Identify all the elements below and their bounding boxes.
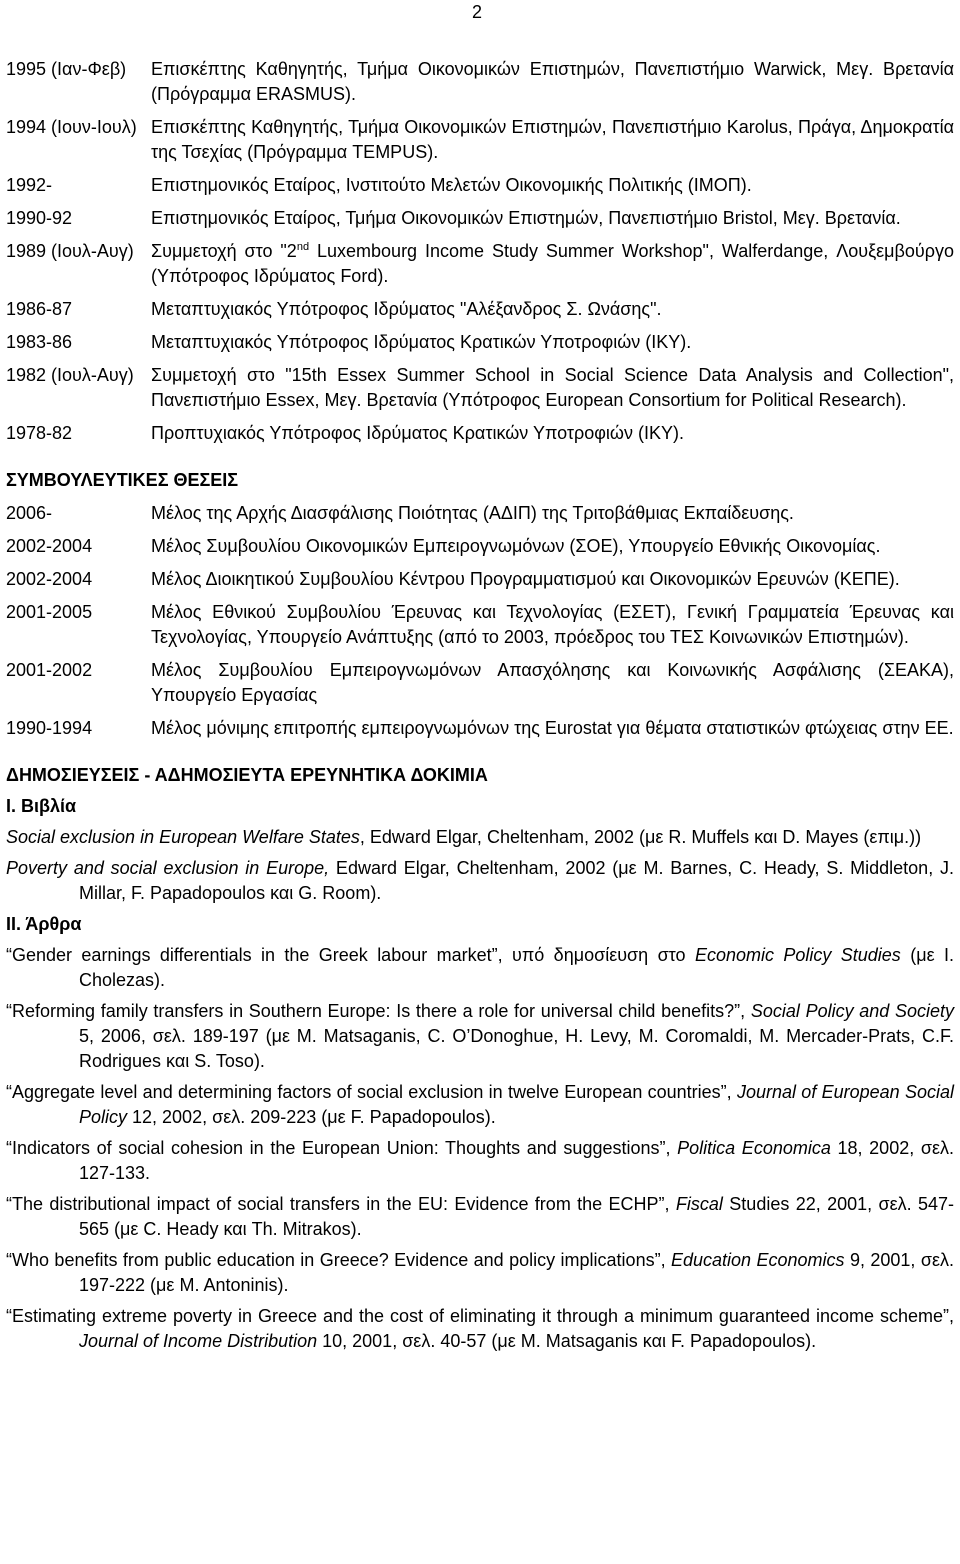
journal-name: Fiscal: [675, 1194, 723, 1214]
entry-years: 1982 (Ιουλ-Αυγ): [6, 365, 134, 385]
entry-years: 1989 (Ιουλ-Αυγ): [6, 241, 134, 261]
cv-entry: [6, 363, 954, 413]
entry-text: Επισκέπτης Καθηγητής, Τμήμα Οικονομικών Επιστημών, Πανεπιστήμιο Karolus, Πράγα, Δημοκρατία της Τσεχίας (Πρόγραμμα TEMPUS).: [151, 117, 954, 162]
cv-entry: [6, 115, 954, 165]
book-details: Edward Elgar, Cheltenham, 2002 (με M. Barnes, C. Heady, S. Middleton, J. Millar, F. Papadopoulos και G. Room).: [79, 858, 954, 903]
page-number: 2: [472, 2, 483, 22]
article-details: 10, 2001, σελ. 40-57 (με M. Matsaganis και F. Papadopoulos).: [317, 1331, 817, 1351]
article-entry: [6, 943, 954, 993]
cv-page-content: [6, 57, 954, 1360]
subheading-articles: ΙΙ. Άρθρα: [6, 914, 82, 934]
cv-entry: [6, 206, 954, 231]
advisory-entry: [6, 501, 954, 526]
journal-name: Politica Economica: [677, 1138, 831, 1158]
entry-text: Μέλος της Αρχής Διασφάλισης Ποιότητας (ΑΔΙΠ) της Τριτοβάθμιας Εκπαίδευσης.: [151, 503, 794, 523]
journal-name: Social Policy and Society: [750, 1001, 954, 1021]
subheading-books: Ι. Βιβλία: [6, 796, 77, 816]
advisory-entry: [6, 716, 954, 741]
entry-years: 2006-: [6, 503, 53, 523]
cv-entry: [6, 57, 954, 107]
article-title: “The distributional impact of social transfers in the EU: Evidence from the ECHP”,: [6, 1194, 676, 1214]
entry-years: 2002-2004: [6, 536, 93, 556]
entry-text: Μέλος Διοικητικού Συμβουλίου Κέντρου Προγραμματισμού και Οικονομικών Ερευνών (ΚΕΠΕ).: [151, 569, 900, 589]
journal-name: Economic Policy Studies: [694, 945, 901, 965]
article-details: 12, 2002, σελ. 209-223 (με F. Papadopoulos).: [127, 1107, 496, 1127]
cv-entry: [6, 239, 954, 289]
cv-entry: [6, 297, 954, 322]
article-details: 18, 2002, σελ. 127-133.: [79, 1138, 954, 1183]
entry-years: 1995 (Ιαν-Φεβ): [6, 59, 127, 79]
entry-text: Μέλος Συμβουλίου Εμπειρογνωμόνων Απασχόλησης και Κοινωνικής Ασφάλισης (ΣΕΑΚΑ), Υπουργείο Εργασίας: [151, 660, 954, 705]
entry-text-suffix: Luxembourg Income Study Summer Workshop", Walferdange, Λουξεμβούργο (Υπότροφος Ιδρύματος Ford).: [151, 241, 954, 286]
journal-name: Journal of European Social Policy: [79, 1082, 954, 1127]
cv-entry: [6, 421, 954, 446]
entry-text: Επιστημονικός Εταίρος, Ινστιτούτο Μελετών Οικονομικής Πολιτικής (ΙΜΟΠ).: [151, 175, 752, 195]
cv-entry: [6, 173, 954, 198]
entry-years: 2001-2005: [6, 602, 93, 622]
entry-text: Προπτυχιακός Υπότροφος Ιδρύματος Κρατικών Υποτροφιών (ΙΚΥ).: [151, 423, 684, 443]
advisory-entry: [6, 567, 954, 592]
advisory-entry: [6, 658, 954, 708]
article-entry: [6, 999, 954, 1074]
cv-entry: [6, 330, 954, 355]
book-title: Poverty and social exclusion in Europe,: [6, 858, 330, 878]
entry-text: Επισκέπτης Καθηγητής, Τμήμα Οικονομικών Επιστημών, Πανεπιστήμιο Warwick, Μεγ. Βρετανία (Πρόγραμμα ERASMUS).: [151, 59, 954, 104]
book-details: , Edward Elgar, Cheltenham, 2002 (με R. Muffels και D. Mayes (επιμ.)): [359, 827, 922, 847]
article-title: “Who benefits from public education in Greece? Evidence and policy implications”,: [6, 1250, 671, 1270]
article-details: 9, 2001, σελ. 197-222 (με M. Antoninis).: [79, 1250, 954, 1295]
entry-years: 2001-2002: [6, 660, 93, 680]
article-details: (με I. Cholezas).: [79, 945, 954, 990]
journal-name: Education Economics: [671, 1250, 845, 1270]
article-entry: [6, 1080, 954, 1130]
book-entry: [6, 825, 954, 850]
article-title: “Reforming family transfers in Southern Europe: Is there a role for universal child benefits?”,: [6, 1001, 751, 1021]
section-heading-advisory: ΣΥΜΒΟΥΛΕΥΤΙΚΕΣ ΘΕΣΕΙΣ: [6, 470, 239, 490]
article-title: “Aggregate level and determining factors of social exclusion in twelve European countries”,: [6, 1082, 737, 1102]
article-title: “Estimating extreme poverty in Greece and the cost of eliminating it through a minimum guaranteed income scheme”,: [6, 1306, 954, 1326]
article-entry: [6, 1304, 954, 1354]
entry-years: 1986-87: [6, 299, 73, 319]
superscript-ordinal: nd: [296, 241, 310, 253]
entry-years: 1994 (Ιουν-Ιουλ): [6, 117, 137, 137]
entry-years: 1983-86: [6, 332, 73, 352]
entry-years: 2002-2004: [6, 569, 93, 589]
entry-text: Μέλος Συμβουλίου Οικονομικών Εμπειρογνωμόνων (ΣΟΕ), Υπουργείο Εθνικής Οικονομίας.: [151, 536, 881, 556]
entry-text: Επιστημονικός Εταίρος, Τμήμα Οικονομικών Επιστημών, Πανεπιστήμιο Bristol, Μεγ. Βρετανία.: [151, 208, 901, 228]
entry-text-prefix: Συμμετοχή στο "2: [151, 241, 297, 261]
entry-text: Μέλος μόνιμης επιτροπής εμπειρογνωμόνων της Eurostat για θέματα στατιστικών φτώχειας στην ΕΕ.: [151, 718, 954, 738]
article-entry: [6, 1136, 954, 1186]
entry-text: Συμμετοχή στο "15th Essex Summer School in Social Science Data Analysis and Collection", Πανεπιστήμιο Essex, Μεγ. Βρετανία (Υπότροφος European Consortium for Political Research).: [151, 365, 954, 410]
entry-text: Μεταπτυχιακός Υπότροφος Ιδρύματος Κρατικών Υποτροφιών (ΙΚΥ).: [151, 332, 692, 352]
entry-years: 1992-: [6, 175, 53, 195]
book-title: Social exclusion in European Welfare States: [6, 827, 360, 847]
article-entry: [6, 1192, 954, 1242]
entry-text: Μεταπτυχιακός Υπότροφος Ιδρύματος "Αλέξανδρος Σ. Ωνάσης".: [151, 299, 662, 319]
journal-name: Journal of Income Distribution: [79, 1331, 318, 1351]
advisory-entry: [6, 600, 954, 650]
article-title: “Gender earnings differentials in the Greek labour market”, υπό δημοσίευση στο: [6, 945, 695, 965]
entry-years: 1978-82: [6, 423, 73, 443]
entry-years: 1990-92: [6, 208, 73, 228]
article-title: “Indicators of social cohesion in the European Union: Thoughts and suggestions”,: [6, 1138, 678, 1158]
article-details: Studies 22, 2001, σελ. 547-565 (με C. Heady και Th. Mitrakos).: [79, 1194, 954, 1239]
entry-years: 1990-1994: [6, 718, 93, 738]
book-entry: [6, 856, 954, 906]
article-entry: [6, 1248, 954, 1298]
entry-text: [151, 239, 954, 289]
advisory-entry: [6, 534, 954, 559]
entry-text: Μέλος Εθνικού Συμβουλίου Έρευνας και Τεχνολογίας (ΕΣΕΤ), Γενική Γραμματεία Έρευνας και Τεχνολογίας, Υπουργείο Ανάπτυξης (από το 2003, πρόεδρος του ΤΕΣ Κοινωνικών Επιστημών).: [151, 602, 954, 647]
section-heading-publications: ΔΗΜΟΣΙΕΥΣΕΙΣ - ΑΔΗΜΟΣΙΕΥΤΑ ΕΡΕΥΝΗΤΙΚΑ ΔΟΚΙΜΙΑ: [6, 765, 488, 785]
article-details: 5, 2006, σελ. 189-197 (με M. Matsaganis, C. O’Donoghue, H. Levy, M. Coromaldi, M. Mercader-Prats, C.F. Rodrigues και S. Toso).: [79, 1026, 954, 1071]
